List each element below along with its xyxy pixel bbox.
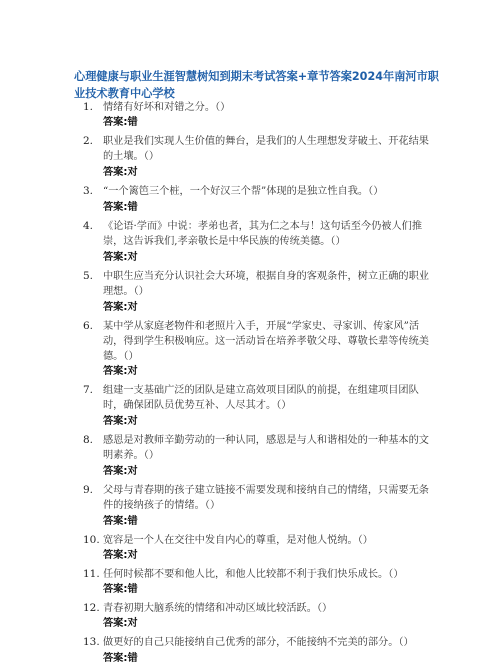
answer-label: 答案:错 [103,584,138,596]
answer-label: 答案:对 [103,415,138,427]
question-item [0,219,500,269]
question-text: 职业是我们实现人生价值的舞台，是我们的人生理想发芽破土、开花结果的土壤。（） [103,136,429,163]
question-text: 《论语·学而》中说：孝弟也者，其为仁之本与！这句话至今仍被人们推崇，这告诉我们,孝亲敬长是中华民族的传统美德。（） [103,220,423,247]
question-text: 做更好的自己只能接纳自己优秀的部分，不能接纳不完美的部分。（） [103,637,414,649]
answer-label: 答案:错 [103,652,138,664]
answer-label: 答案:对 [103,251,138,263]
question-item [0,533,500,567]
answer-label: 答案:对 [103,301,138,313]
question-number: 5. [83,269,94,282]
answer-label: 答案:对 [103,365,138,377]
answer-label: 答案:对 [103,549,138,561]
question-item [0,319,500,383]
question-item [0,601,500,635]
question-text: 组建一支基础广泛的团队是建立高效项目团队的前提，在组建项目团队时，确保团队员优势互补、人尽其才。（） [103,384,419,411]
question-number: 11. [83,567,100,580]
question-item [0,635,500,669]
answer-label: 答案:对 [103,465,138,477]
question-item [0,567,500,601]
answer-label: 答案:错 [103,515,138,527]
question-text: 任何时候都不要和他人比，和他人比较都不利于我们快乐成长。（） [103,568,404,580]
document-title: 心理健康与职业生涯智慧树知到期末考试答案+章节答案2024年南河市职业技术教育中心学校 [74,70,439,100]
question-number: 6. [83,319,94,332]
question-number: 7. [83,383,94,396]
answer-label: 答案:错 [103,117,138,129]
question-text: 宽容是一个人在交往中发自内心的尊重，是对他人悦纳。（） [103,534,373,546]
question-number: 10. [83,533,100,546]
question-number: 3. [83,185,94,198]
question-item [0,184,500,218]
answer-label: 答案:对 [103,618,138,630]
question-number: 1. [83,101,94,113]
question-number: 12. [83,602,100,615]
question-text: 情绪有好坏和对错之分。（） [103,102,231,113]
question-item [0,433,500,483]
question-item [0,134,500,184]
question-text: “一个篱笆三个桩，一个好汉三个帮”体现的是独立性自我。（） [103,186,384,198]
question-text: 中职生应当充分认识社会大环境，根据自身的客观条件，树立正确的职业理想。（） [103,270,429,297]
question-number: 8. [83,433,94,446]
answer-label: 答案:对 [103,167,138,179]
question-text: 感恩是对教师辛勤劳动的一种认同，感恩是与人和谐相处的一种基本的文明素养。（） [103,434,429,461]
question-item [0,383,500,433]
question-item [0,269,500,319]
question-number: 9. [83,483,94,496]
answer-label: 答案:错 [103,201,138,213]
question-number: 13. [83,636,100,649]
question-number: 2. [83,135,94,148]
question-text: 父母与青春期的孩子建立链接不需要发现和接纳自己的情绪，只需要无条件的接纳孩子的情绪。（） [103,484,429,511]
question-list [0,100,500,670]
question-item [0,100,500,134]
question-text: 青春初期大脑系统的情绪和冲动区域比较活跃。（） [103,603,333,615]
question-text: 某中学从家庭老物件和老照片入手，开展“学家史、寻家训、传家风”活动，得到学生积极响应。这一活动旨在培养孝敬父母、尊敬长辈等传统美德。（） [103,320,429,362]
question-item [0,483,500,533]
question-number: 4. [83,219,94,232]
